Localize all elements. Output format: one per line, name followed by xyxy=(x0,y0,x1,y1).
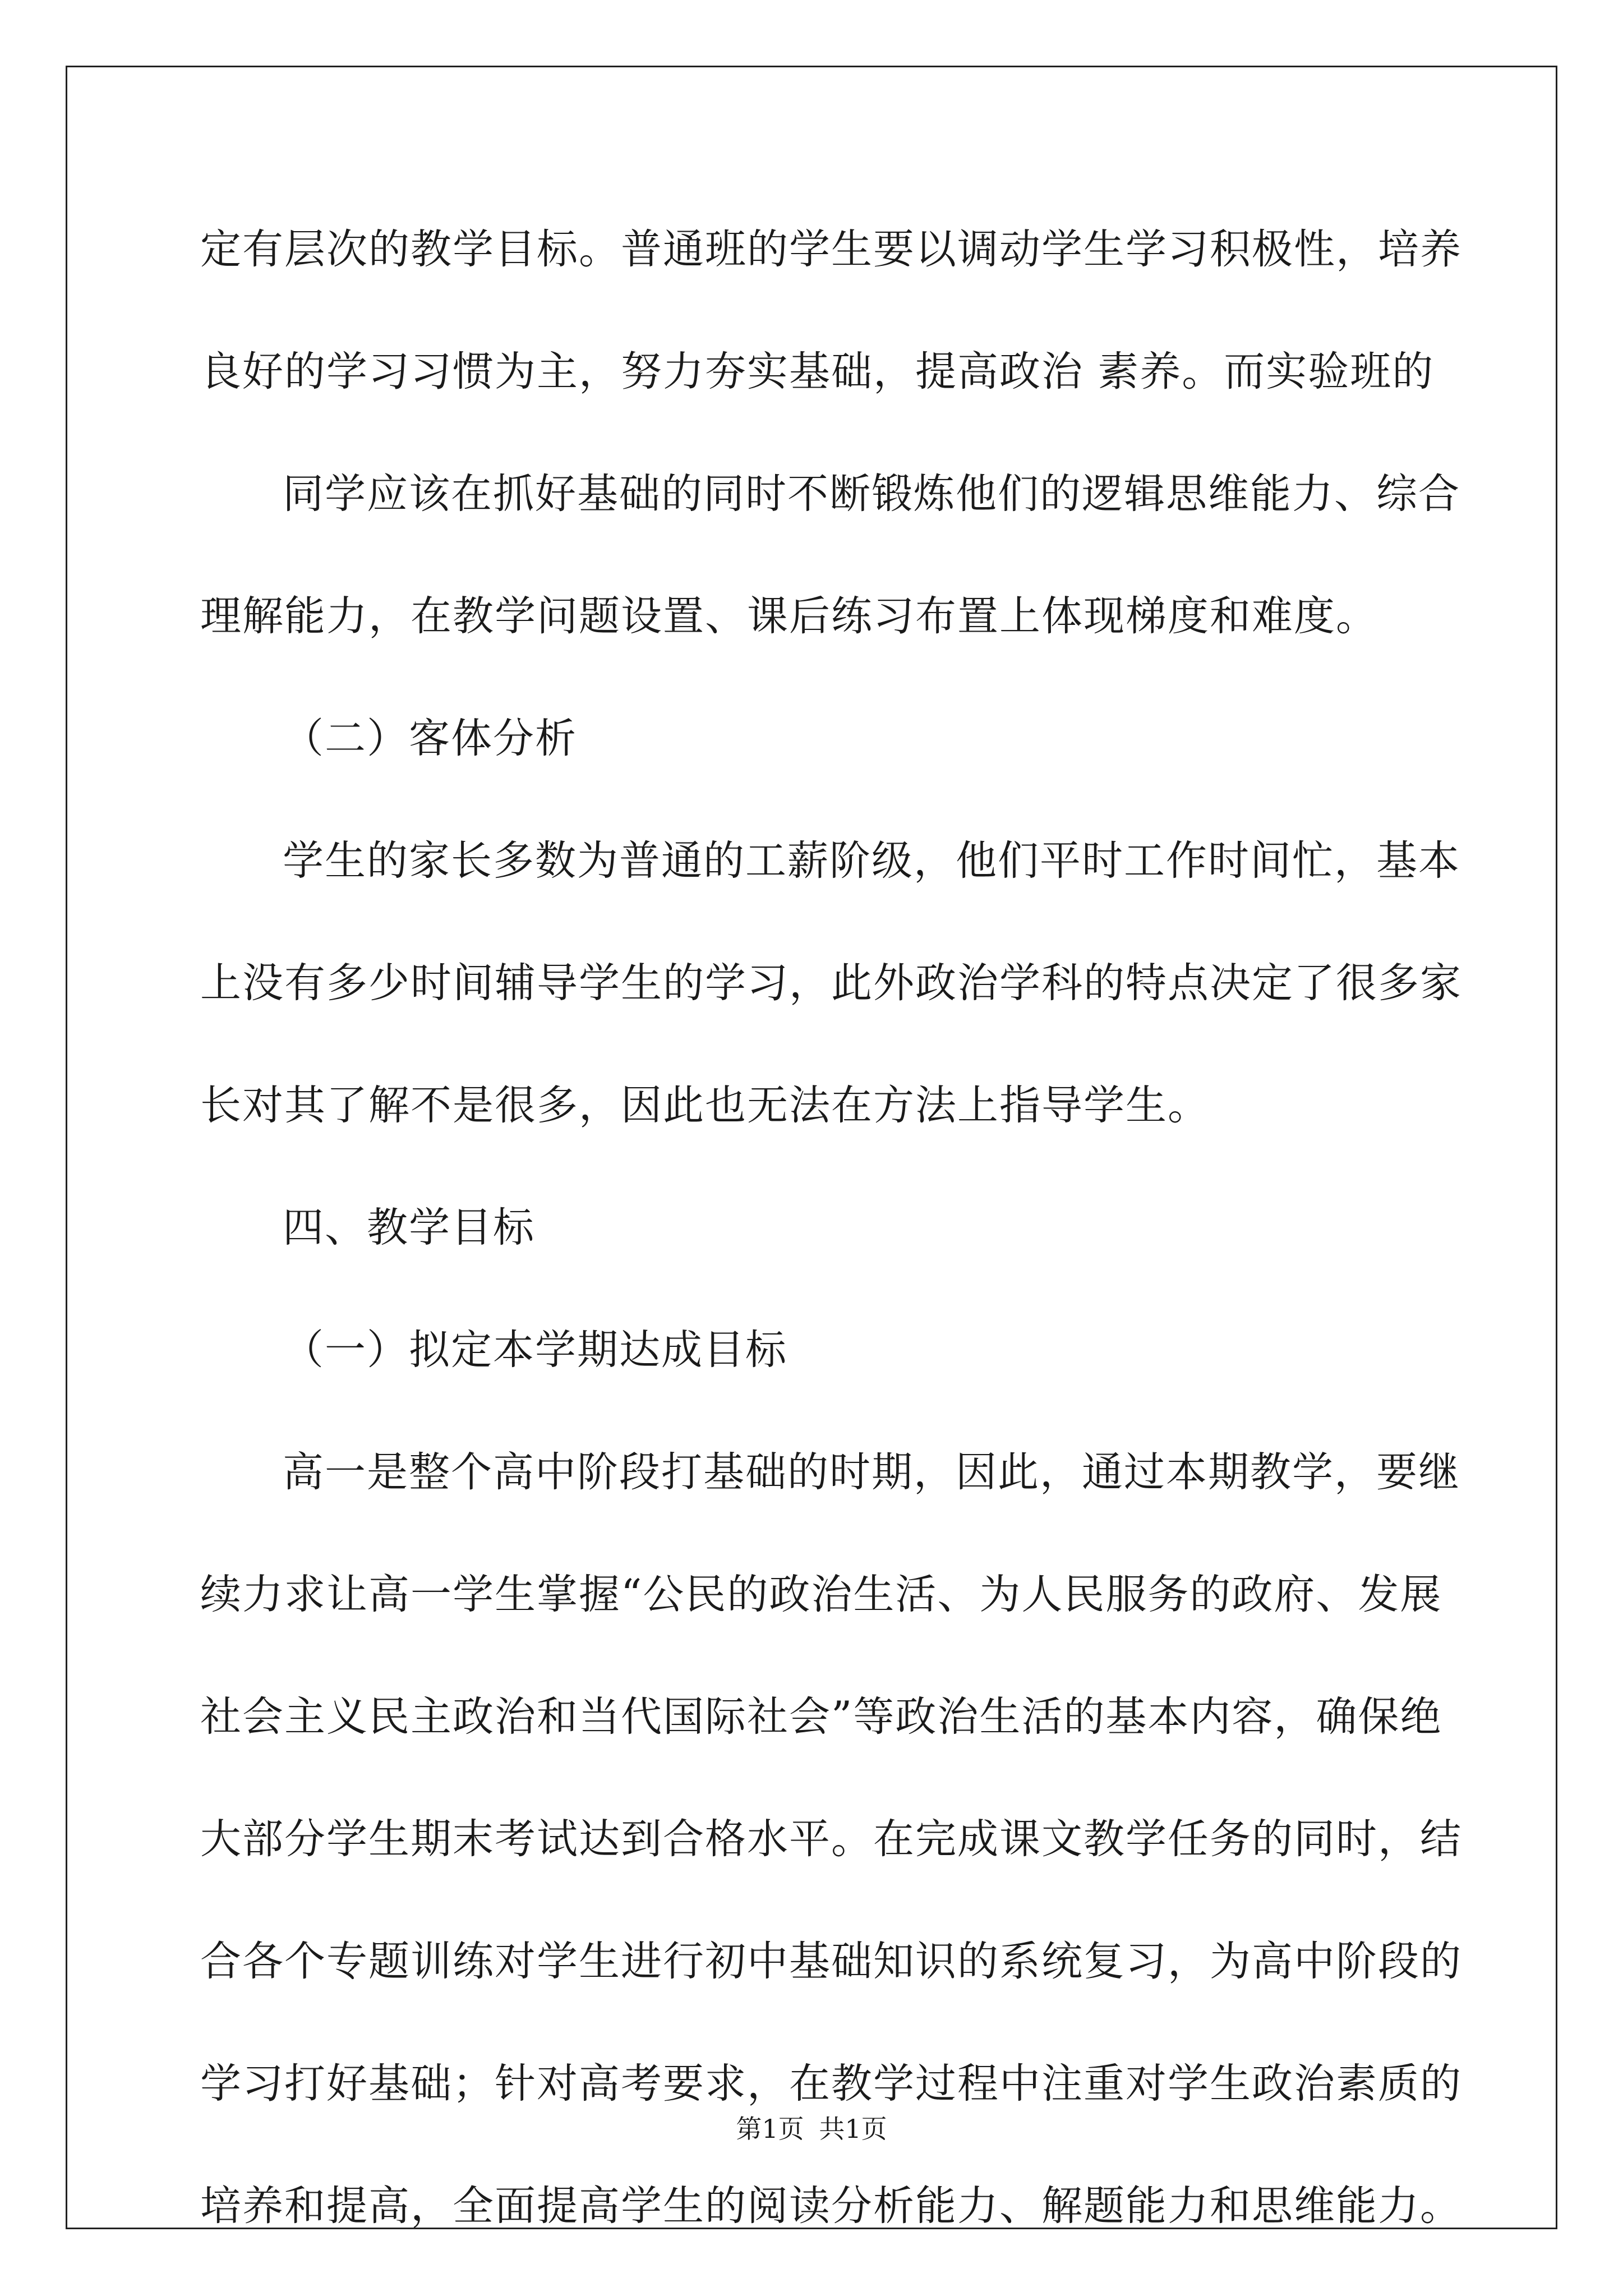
text-line: 学生的家长多数为普通的工薪阶级，他们平时工作时间忙，基本 xyxy=(283,837,1460,885)
text-line: 培养和提高，全面提高学生的阅读分析能力、解题能力和思维能力。 xyxy=(200,2182,1462,2230)
page-footer xyxy=(0,2112,1623,2146)
text-line: 同学应该在抓好基础的同时不断锻炼他们的逻辑思维能力、综合 xyxy=(283,470,1460,518)
text-line: 长对其了解不是很多，因此也无法在方法上指导学生。 xyxy=(200,1082,1210,1129)
text-line: 学习打好基础；针对高考要求，在教学过程中注重对学生政治素质的 xyxy=(200,2060,1462,2108)
text-line: 合各个专题训练对学生进行初中基础知识的系统复习，为高中阶段的 xyxy=(200,1938,1462,1985)
section-heading: （一）拟定本学期达成目标 xyxy=(283,1326,787,1374)
page-total: 共1页 xyxy=(819,2114,887,2144)
text-line: 定有层次的教学目标。普通班的学生要以调动学生学习积极性，培养 xyxy=(200,226,1462,273)
section-heading: （二）客体分析 xyxy=(283,715,577,762)
text-line: 高一是整个高中阶段打基础的时期，因此，通过本期教学，要继 xyxy=(283,1448,1460,1496)
page-number: 第1页 xyxy=(736,2114,804,2144)
text-line: 大部分学生期末考试达到合格水平。在完成课文教学任务的同时，结 xyxy=(200,1815,1462,1863)
section-heading: 四、教学目标 xyxy=(283,1204,535,1251)
text-line: 社会主义民主政治和当代国际社会”等政治生活的基本内容，确保绝 xyxy=(200,1693,1442,1741)
text-line: 续力求让高一学生掌握“公民的政治生活、为人民服务的政府、发展 xyxy=(200,1571,1442,1618)
text-line: 良好的学习习惯为主，努力夯实基础，提高政治 素养。而实验班的 xyxy=(200,348,1435,395)
text-line: 理解能力，在教学问题设置、课后练习布置上体现梯度和难度。 xyxy=(200,592,1378,640)
text-line: 上没有多少时间辅导学生的学习，此外政治学科的特点决定了很多家 xyxy=(200,959,1462,1007)
